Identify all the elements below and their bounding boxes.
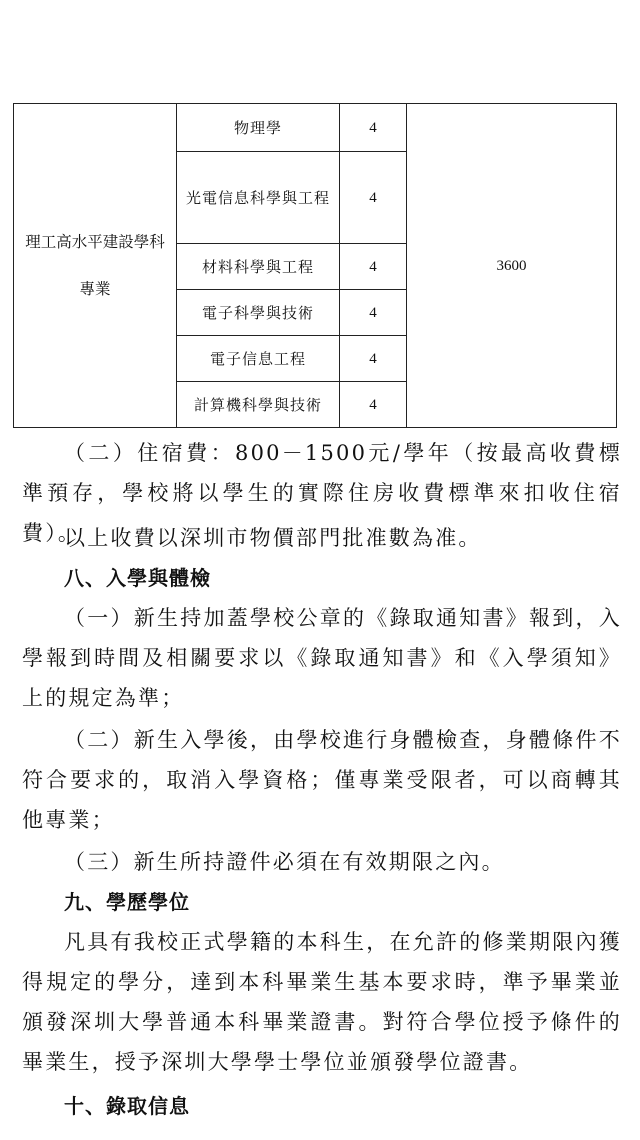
years-cell: 4 (369, 304, 377, 321)
major-cell: 計算機科學與技術 (193, 395, 322, 414)
fee-table (13, 103, 617, 428)
accommodation-paragraph: （二）住宿費：800－1500元/學年（按最高收費標準預存，學校將以學生的實際住房收費標準來扣收住宿費）。 (22, 441, 622, 545)
section-heading-10: 十、錄取信息 (64, 1094, 190, 1118)
years-cell: 4 (369, 189, 377, 206)
major-cell: 物理學 (233, 118, 282, 137)
section-heading-9: 九、學歷學位 (64, 890, 190, 914)
major-cell: 材料科學與工程 (201, 257, 314, 276)
paragraph-9: 凡具有我校正式學籍的本科生，在允許的修業期限內獲得規定的學分，達到本科畢業生基本要求時，準予畢業並頒發深圳大學普通本科畢業證書。對符合學位授予條件的畢業生，授予深圳大學學士學位並頒發學位證書。 (22, 930, 622, 1074)
years-cell: 4 (369, 396, 377, 413)
major-cell: 電子科學與技術 (201, 303, 314, 322)
years-cell: 4 (369, 350, 377, 367)
section-heading-8: 八、入學與體檢 (64, 566, 211, 590)
fee-cell: 3600 (496, 257, 527, 274)
category-cell: 理工高水平建設學科專業 (25, 232, 165, 298)
years-cell: 4 (369, 119, 377, 136)
paragraph-8-1: （一）新生持加蓋學校公章的《錄取通知書》報到，入學報到時間及相關要求以《錄取通知書》和《入學須知》上的規定為準； (22, 606, 622, 710)
major-cell: 電子信息工程 (209, 349, 306, 368)
years-cell: 4 (369, 258, 377, 275)
major-cell: 光電信息科學與工程 (185, 188, 330, 207)
pricing-note: 以上收費以深圳市物價部門批准數為准。 (64, 526, 482, 550)
paragraph-8-3: （三）新生所持證件必須在有效期限之內。 (64, 850, 505, 874)
paragraph-8-2: （二）新生入學後，由學校進行身體檢查，身體條件不符合要求的，取消入學資格；僅專業受限者，可以商轉其他專業； (22, 728, 622, 832)
